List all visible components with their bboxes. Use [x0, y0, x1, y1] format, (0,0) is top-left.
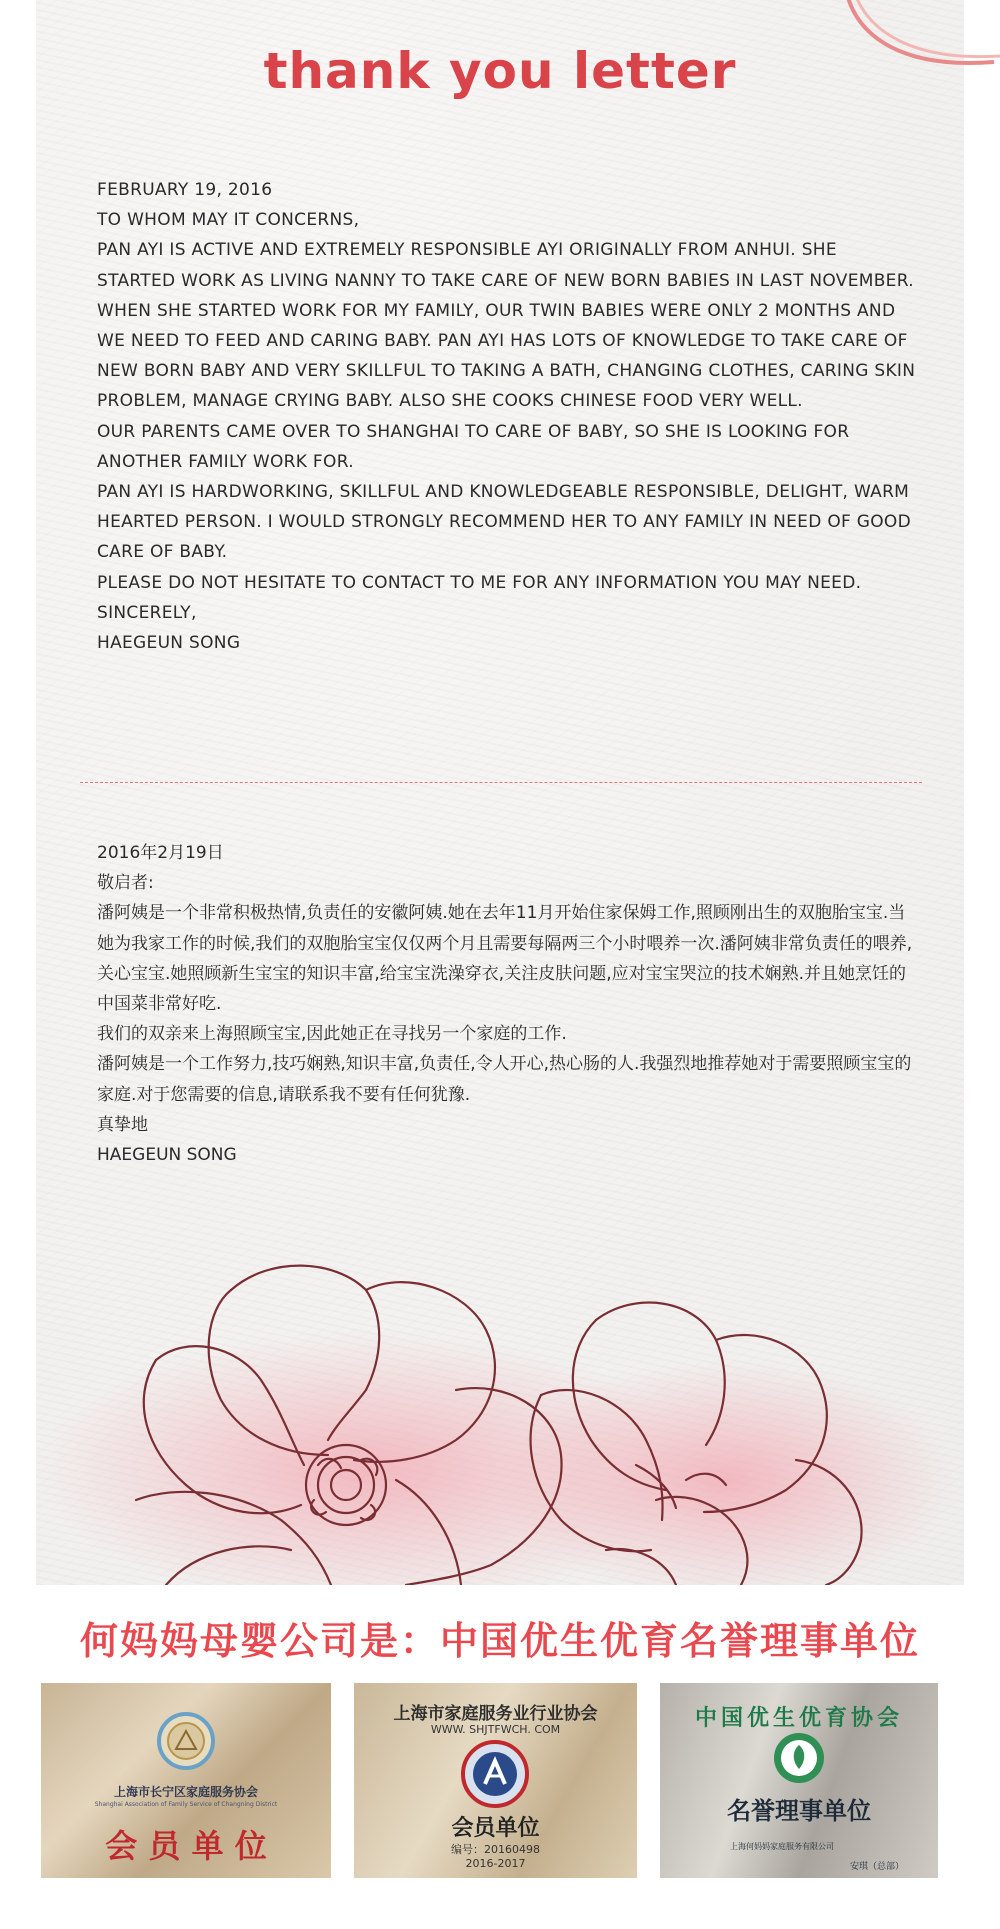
- english-salutation: TO WHOM MAY IT CONCERNS,: [97, 210, 360, 231]
- chinese-date: 2016年2月19日: [97, 843, 224, 863]
- plaque-url: WWW. SHJTFWCH. COM: [430, 1723, 561, 1736]
- letter-title: thank you letter: [263, 42, 737, 100]
- membership-plaque-shanghai: [354, 1683, 637, 1878]
- plaque-company: 上海何妈妈家庭服务有限公司: [730, 1842, 834, 1851]
- dashed-divider: [80, 782, 922, 783]
- plaque-number: 编号：20160498: [451, 1843, 540, 1856]
- chinese-salutation: 敬启者:: [97, 873, 154, 894]
- plaque-org-english: Shanghai Association of Family Service of Changning District: [94, 1801, 278, 1808]
- association-leaf-icon: [772, 1731, 826, 1785]
- association-emblem-icon: [156, 1711, 216, 1771]
- honor-plaque-china-association: [660, 1683, 938, 1878]
- english-paragraph: PLEASE DO NOT HESITATE TO CONTACT TO ME FOR ANY INFORMATION YOU MAY NEED.: [97, 572, 862, 593]
- chinese-paragraph: 我们的双亲来上海照顾宝宝,因此她正在寻找另一个家庭的工作.: [97, 1024, 567, 1045]
- membership-plaque-changning: [41, 1683, 331, 1878]
- page-bottom-strip: [0, 1905, 1000, 1929]
- english-closing: SINCERELY,: [97, 602, 197, 623]
- plaque-title: 会 员 单 位: [105, 1827, 267, 1865]
- plaque-stamp: 安琪（总部）: [850, 1862, 905, 1872]
- english-signature: HAEGEUN SONG: [97, 633, 241, 654]
- plaque-years: 2016-2017: [465, 1857, 526, 1870]
- chinese-paragraph: 潘阿姨是一个非常积极热情,负责任的安徽阿姨.她在去年11月开始住家保姆工作,照顾刚出生的双胞胎宝宝.当她为我家工作的时候,我们的双胞胎宝宝仅仅两个月且需要每隔两三个小时喂养一次.潘阿姨非常负责任的喂养,关心宝宝.她照顾新生宝宝的知识丰富,给宝宝洗澡穿衣,关注皮肤问题,应对宝宝哭泣的技术娴熟.并且她烹饪的中国菜非常好吃.: [97, 903, 913, 1015]
- association-logo-icon: [460, 1739, 530, 1809]
- english-paragraph: PAN AYI IS ACTIVE AND EXTREMELY RESPONSIBLE AYI ORIGINALLY FROM ANHUI. SHE STARTED WORK AS LIVING NANNY TO TAKE CARE OF NEW BORN BABIES IN LAST NOVEMBER. WHEN SHE STARTED WORK FOR MY FAMILY, OUR TWIN BABIES WERE ONLY 2 MONTHS AND WE NEED TO FEED AND CARING BABY. PAN AYI HAS LOTS OF KNOWLEDGE TO TAKE CARE OF NEW BORN BABY AND VERY SKILLFUL TO TAKING A BATH, CHANGING CLOTHES, CARING SKIN PROBLEM, MANAGE CRYING BABY. ALSO SHE COOKS CHINESE FOOD VERY WELL.: [97, 240, 916, 412]
- english-paragraph: PAN AYI IS HARDWORKING, SKILLFUL AND KNOWLEDGEABLE RESPONSIBLE, DELIGHT, WARM HEARTED PERSON. I WOULD STRONGLY RECOMMEND HER TO ANY FAMILY IN NEED OF GOOD CARE OF BABY.: [97, 482, 912, 563]
- chinese-closing: 真挚地: [97, 1114, 148, 1135]
- company-honor-banner: 何妈妈母婴公司是：中国优生优育名誉理事单位: [79, 1619, 920, 1663]
- chinese-letter: [97, 838, 917, 1170]
- plaque-title: 会员单位: [451, 1816, 540, 1841]
- chinese-paragraph: 潘阿姨是一个工作努力,技巧娴熟,知识丰富,负责任,令人开心,热心肠的人.我强烈地推荐她对于需要照顾宝宝的家庭.对于您需要的信息,请联系我不要有任何犹豫.: [97, 1054, 912, 1105]
- plaque-org-name: 上海市家庭服务业行业协会: [393, 1704, 598, 1724]
- plaque-org-name: 上海市长宁区家庭服务协会: [113, 1785, 258, 1799]
- english-date: FEBRUARY 19, 2016: [97, 180, 273, 200]
- english-paragraph: OUR PARENTS CAME OVER TO SHANGHAI TO CARE OF BABY, SO SHE IS LOOKING FOR ANOTHER FAMILY WORK FOR.: [97, 421, 850, 472]
- english-letter: [97, 175, 917, 658]
- chinese-signature: HAEGEUN SONG: [97, 1145, 237, 1166]
- plaque-title: 名誉理事单位: [727, 1797, 871, 1825]
- flower-illustration: [36, 1250, 964, 1585]
- plaque-org-name: 中国优生优育协会: [694, 1706, 903, 1731]
